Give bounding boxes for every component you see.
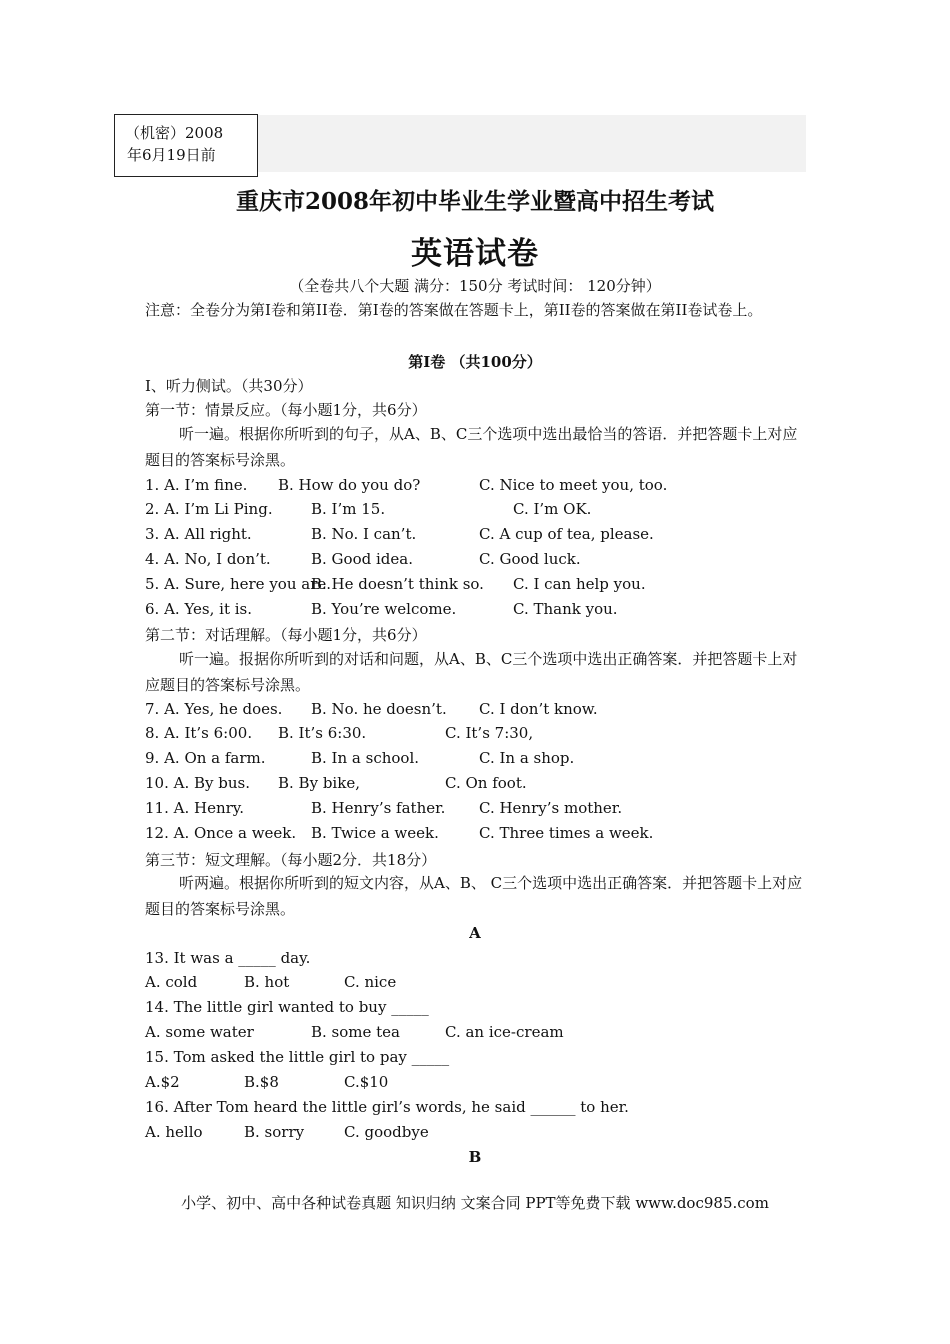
- q1-option-c: C. Nice to meet you, too.: [479, 476, 668, 494]
- q13-option-c: C. nice: [344, 973, 397, 991]
- part1-heading: 第I卷 （共100分）: [408, 353, 542, 371]
- q9-option-a: 9. A. On a farm.: [145, 749, 266, 767]
- q3-option-c: C. A cup of tea, please.: [479, 525, 654, 543]
- q14-option-b: B. some tea: [311, 1023, 401, 1041]
- sub3-instruction: 听两遍。根据你所听到的短文内容，从A、B、 C三个选项中选出正确答案．并把答题卡上对应题目的答案标号涂黑。: [145, 874, 803, 918]
- confidential-line-2: 年6月19日前: [127, 146, 216, 164]
- q14-option-a: A. some water: [145, 1023, 254, 1041]
- q6-option-a: 6. A. Yes, it is.: [145, 600, 253, 618]
- q16-option-a: A. hello: [145, 1123, 203, 1141]
- q14-stem: 14. The little girl wanted to buy _____: [145, 998, 429, 1016]
- page-footer: 小学、初中、高中各种试卷真题 知识归纳 文案合同 PPT等免费下载 www.doc985.com: [181, 1194, 769, 1212]
- sub3-title: 第三节：短文理解。（每小题2分．共18分）: [145, 851, 437, 869]
- q15-stem: 15. Tom asked the little girl to pay _____: [145, 1048, 450, 1066]
- q15-option-b: B.$8: [244, 1073, 279, 1091]
- sub1-title: 第一节：情景反应。（每小题1分，共6分）: [145, 401, 427, 419]
- subject-title: 英语试卷: [411, 236, 539, 272]
- q13-option-b: B. hot: [244, 973, 290, 991]
- q11-option-b: B. Henry’s father.: [311, 799, 446, 817]
- sub1-instruction: 听一遍。根据你所听到的句子，从A、B、C三个选项中选出最恰当的答语．并把答题卡上对应题目的答案标号涂黑。: [145, 425, 798, 469]
- confidential-line-1: （机密）2008: [125, 124, 224, 142]
- q7-option-b: B. No. he doesn’t.: [311, 700, 447, 718]
- q2-option-b: B. I’m 15.: [311, 500, 386, 518]
- q12-option-a: 12. A. Once a week.: [145, 824, 297, 842]
- sub2-instruction: 听一遍。报据你所听到的对话和问题，从A、B、C三个选项中选出正确答案．并把答题卡上对应题目的答案标号涂黑。: [145, 650, 798, 694]
- q13-stem: 13. It was a _____ day.: [145, 949, 311, 967]
- q3-option-a: 3. A. All right.: [145, 525, 252, 543]
- q15-option-c: C.$10: [344, 1073, 389, 1091]
- q11-option-c: C. Henry’s mother.: [479, 799, 623, 817]
- q13-option-a: A. cold: [145, 973, 198, 991]
- q9-option-b: B. In a school.: [311, 749, 420, 767]
- q7-option-a: 7. A. Yes, he does.: [145, 700, 283, 718]
- q12-option-b: B. Twice a week.: [311, 824, 439, 842]
- q16-option-c: C. goodbye: [344, 1123, 429, 1141]
- q5-option-b: B. He doesn’t think so.: [311, 575, 484, 593]
- q2-option-c: C. I’m OK.: [513, 500, 592, 518]
- q4-option-a: 4. A. No, I don’t.: [145, 550, 271, 568]
- q1-option-a: 1. A. I’m fine.: [145, 476, 248, 494]
- q9-option-c: C. In a shop.: [479, 749, 575, 767]
- listening-section-title: I、听力侧试。（共30分）: [145, 377, 313, 395]
- q16-stem: 16. After Tom heard the little girl’s words, he said ______ to her.: [145, 1098, 629, 1116]
- exam-title: 重庆市2008年初中毕业生学业暨高中招生考试: [235, 188, 714, 215]
- passage-a-label: A: [469, 924, 481, 942]
- q2-option-a: 2. A. I’m Li Ping.: [145, 500, 273, 518]
- confidential-box: [114, 114, 258, 177]
- q3-option-b: B. No. I can’t.: [311, 525, 417, 543]
- q8-option-c: C. It’s 7:30,: [445, 724, 534, 742]
- q10-option-b: B. By bike,: [278, 774, 360, 792]
- q8-option-a: 8. A. It’s 6:00.: [145, 724, 253, 742]
- q6-option-c: C. Thank you.: [513, 600, 618, 618]
- header-shade: [258, 115, 806, 172]
- q10-option-c: C. On foot.: [445, 774, 527, 792]
- q1-option-b: B. How do you do?: [278, 476, 421, 494]
- q7-option-c: C. I don’t know.: [479, 700, 598, 718]
- exam-note: 注意：全卷分为第I卷和第II卷．第I卷的答案做在答题卡上，第II卷的答案做在第II卷试卷上。: [145, 301, 763, 319]
- q6-option-b: B. You’re welcome.: [311, 600, 457, 618]
- exam-info: （全卷共八个大题 满分：150分 考试时间： 120分钟）: [289, 277, 661, 295]
- passage-b-label: B: [468, 1148, 482, 1166]
- q5-option-a: 5. A. Sure, here you are.: [145, 575, 332, 593]
- q14-option-c: C. an ice-cream: [445, 1023, 564, 1041]
- q4-option-b: B. Good idea.: [311, 550, 413, 568]
- sub2-title: 第二节：对话理解。（每小题1分，共6分）: [145, 626, 427, 644]
- q16-option-b: B. sorry: [244, 1123, 305, 1141]
- q4-option-c: C. Good luck.: [479, 550, 581, 568]
- q5-option-c: C. I can help you.: [513, 575, 646, 593]
- q10-option-a: 10. A. By bus.: [145, 774, 250, 792]
- q11-option-a: 11. A. Henry.: [145, 799, 245, 817]
- q15-option-a: A.$2: [145, 1073, 180, 1091]
- q12-option-c: C. Three times a week.: [479, 824, 654, 842]
- q8-option-b: B. It’s 6:30.: [278, 724, 367, 742]
